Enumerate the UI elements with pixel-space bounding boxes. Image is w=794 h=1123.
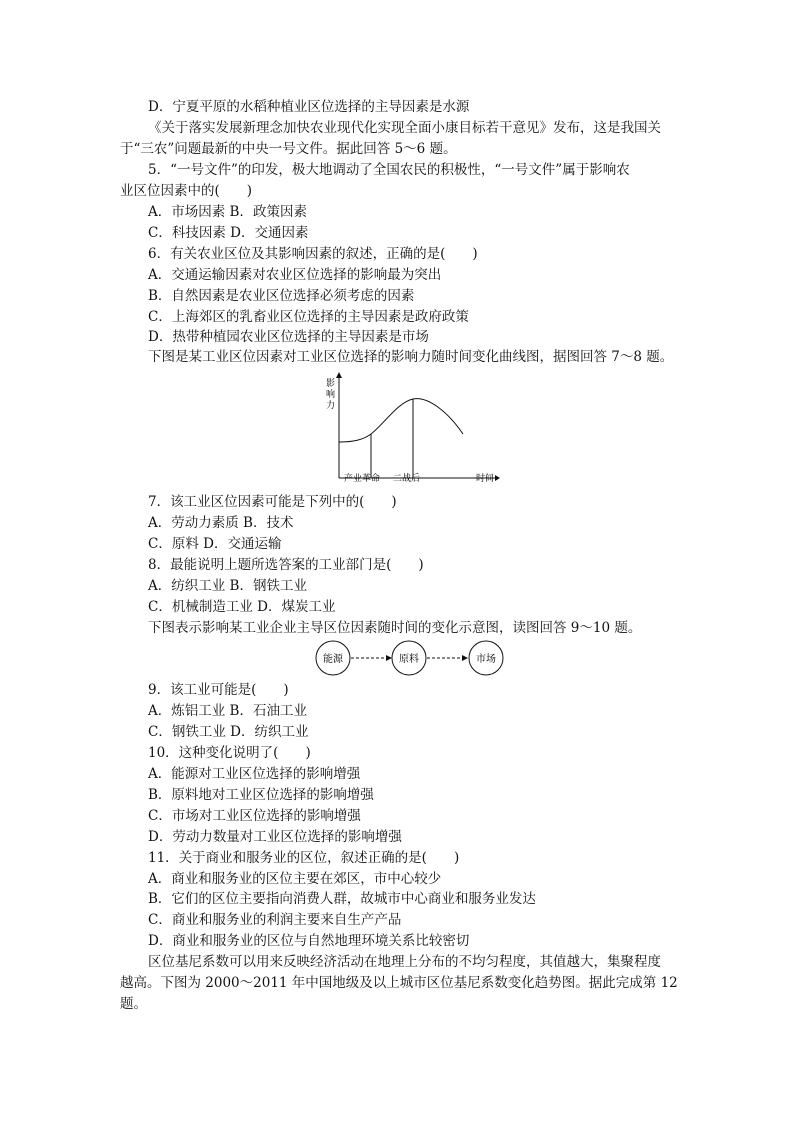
figure-2-intro: 下图表示影响某工业企业主导区位因素随时间的变化示意图，读图回答 9～10 题。 xyxy=(148,620,642,636)
q11-stem: 11．关于商业和服务业的区位，叙述正确的是( ) xyxy=(148,850,460,866)
x-axis-label: 时间 xyxy=(476,474,495,484)
x-tick-industrial-revolution: 产业革命 xyxy=(344,474,381,484)
q10-option-c: C．市场对工业区位选择的影响增强 xyxy=(148,808,361,824)
x-tick-post-ww2: 二战后 xyxy=(393,474,421,484)
q9-options-cd: C．钢铁工业 D．纺织工业 xyxy=(148,724,309,740)
influence-curve-figure xyxy=(318,372,500,488)
q9-stem: 9．该工业可能是( ) xyxy=(148,682,289,698)
q8-stem: 8．最能说明上题所选答案的工业部门是( ) xyxy=(148,557,424,573)
passage-2-line3: 题。 xyxy=(120,996,147,1012)
q7-options-cd: C．原料 D．交通运输 xyxy=(148,536,282,552)
figure-1-intro: 下图是某工业区位因素对工业区位选择的影响力随时间变化曲线图，据图回答 7～8 题。 xyxy=(148,349,674,365)
q8-options-ab: A．纺织工业 B．钢铁工业 xyxy=(148,578,307,594)
passage-2-line1: 区位基尼系数可以用来反映经济活动在地理上分布的不均匀程度，其值越大，集聚程度 xyxy=(148,954,661,970)
y-axis-label-3: 力 xyxy=(326,401,336,411)
passage-2-line2: 越高。下图为 2000～2011 年中国地级及以上城市区位基尼系数变化趋势图。据此完成第 12 xyxy=(120,975,678,991)
q10-option-a: A．能源对工业区位选择的影响增强 xyxy=(148,766,361,782)
node-energy-label: 能源 xyxy=(323,654,343,665)
node-market-label: 市场 xyxy=(476,654,496,665)
q6-option-c: C．上海郊区的乳畜业区位选择的主导因素是政府政策 xyxy=(148,309,469,325)
q4-option-d: D．宁夏平原的水稻种植业区位选择的主导因素是水源 xyxy=(148,99,470,115)
q10-option-b: B．原料地对工业区位选择的影响增强 xyxy=(148,787,374,803)
q11-option-c: C．商业和服务业的利润主要来自生产产品 xyxy=(148,912,402,928)
q8-options-cd: C．机械制造工业 D．煤炭工业 xyxy=(148,599,336,615)
y-axis-label-2: 响 xyxy=(326,390,336,400)
node-raw-material-label: 原料 xyxy=(399,654,419,665)
q6-option-b: B．自然因素是农业区位选择必须考虑的因素 xyxy=(148,288,415,304)
q6-stem: 6．有关农业区位及其影响因素的叙述，正确的是( ) xyxy=(148,246,478,262)
arrow-1-head xyxy=(386,655,392,661)
q11-option-b: B．它们的区位主要指向消费人群，故城市中心商业和服务业发达 xyxy=(148,891,536,907)
q5-options-ab: A．市场因素 B．政策因素 xyxy=(148,204,307,220)
q11-option-d: D．商业和服务业的区位与自然地理环境关系比较密切 xyxy=(148,933,470,949)
passage-1-line2: 于“三农”问题最新的中央一号文件。据此回答 5～6 题。 xyxy=(120,141,457,157)
y-axis-label-1: 影 xyxy=(326,379,336,389)
q7-options-ab: A．劳动力素质 B．技术 xyxy=(148,515,294,531)
q7-stem: 7．该工业区位因素可能是下列中的( ) xyxy=(148,494,397,510)
y-axis-arrow xyxy=(336,372,342,378)
q6-option-d: D．热带种植园农业区位选择的主导因素是市场 xyxy=(148,329,429,345)
arrow-2-head xyxy=(462,655,468,661)
q6-option-a: A．交通运输因素对农业区位选择的影响最为突出 xyxy=(148,267,442,283)
factor-flow-figure xyxy=(314,640,506,676)
q10-stem: 10．这种变化说明了( ) xyxy=(148,745,311,761)
q11-option-a: A．商业和服务业的区位主要在郊区，市中心较少 xyxy=(148,871,442,887)
influence-curve xyxy=(339,399,463,442)
q5-stem-line2: 业区位因素中的( ) xyxy=(120,183,253,199)
q5-stem-line1: 5．“一号文件”的印发，极大地调动了全国农民的积极性，“一号文件”属于影响农 xyxy=(148,162,630,178)
passage-1-line1: 《关于落实发展新理念加快农业现代化实现全面小康目标若干意见》发布，这是我国关 xyxy=(148,120,661,136)
x-axis-arrow xyxy=(495,475,500,481)
q5-options-cd: C．科技因素 D．交通因素 xyxy=(148,225,309,241)
q10-option-d: D．劳动力数量对工业区位选择的影响增强 xyxy=(148,829,402,845)
q9-options-ab: A．炼铝工业 B．石油工业 xyxy=(148,703,307,719)
